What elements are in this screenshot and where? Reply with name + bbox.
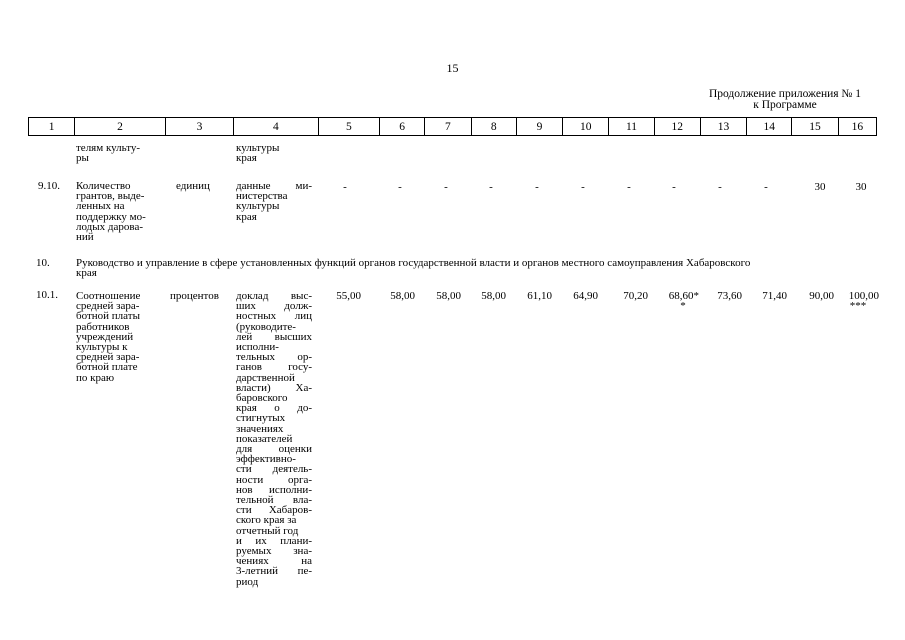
header-cell: 8 [471,118,516,136]
header-cell: 4 [234,118,318,136]
header-cell: 13 [700,118,746,136]
row-9-10-value: - [627,181,631,193]
row-9-10-value: - [444,181,448,193]
row-9-10-number: 9.10. [38,180,60,192]
row-9-10-value: - [581,181,585,193]
row-9-10-value: 30 [855,181,867,193]
row-10-1-value: 100,00 [848,290,879,302]
row-9-10-value: - [343,181,347,193]
header-cell: 15 [792,118,838,136]
header-cell: 6 [380,118,425,136]
row-10-number: 10. [36,257,50,269]
row-10-1-value: 61,10 [527,290,552,302]
row-10-1-value: 73,60 [717,290,742,302]
header-cell: 1 [29,118,75,136]
row-9-10-value: - [535,181,539,193]
row-10-1-source: доклад выс- ших долж- ностных лиц (руководите- лей высших исполни- тельных ор- ганов госу- дарственной власти) Ха- баровского края о до- стигнутых значениях показателей для оценки эффективно- сти деятель- ности орга- нов исполни- тельной вла- сти Хабаров- ского края за отчетный год и их плани- руемых зна- чениях на 3-летний пе- риод [236,290,312,588]
row-10-1-value: 68,60* [668,290,699,302]
row-10-1-value: 55,00 [336,290,361,302]
header-cell: 10 [563,118,609,136]
row-10-1-value: 70,20 [623,290,648,302]
row-9-10-value: - [489,181,493,193]
row-9-10-unit: единиц [176,180,210,192]
page-number: 15 [446,61,459,75]
header-cell: 14 [747,118,792,136]
header-cell: 11 [609,118,654,136]
row-10-1-value: 58,00 [390,290,415,302]
row-10-1-name: Соотношение средней зара- ботной платы работников учреждений культуры к средней зара- ботной плате по краю [76,290,141,384]
row-10-1-value: 90,00 [809,290,834,302]
prev-row-source: культуры края [236,142,280,165]
header-cell: 2 [75,118,166,136]
header-cell: 16 [838,118,876,136]
footnote-mark-col12: * [680,300,686,312]
continuation-line-1: Продолжение приложения № 1 [708,88,862,100]
header-table [28,117,877,136]
row-10-1-value: 58,00 [436,290,461,302]
header-row [29,118,877,136]
row-10-1-number: 10.1. [36,289,58,301]
row-9-10-value: - [672,181,676,193]
prev-row-name: телям культу- ры [76,142,141,165]
row-10-1-value: 58,00 [481,290,506,302]
row-9-10-value: - [764,181,768,193]
row-9-10-source: данные ми- нистерства культуры края [236,180,312,223]
row-10-heading: Руководство и управление в сфере установленных функций органов государственной власти и органов местного самоуправления Хабаровского края [76,257,751,280]
header-cell: 5 [318,118,379,136]
footnote-mark-col16: *** [849,300,867,312]
continuation-note [690,89,880,111]
row-9-10-value: - [398,181,402,193]
continuation-line-2: к Программе [753,99,817,111]
row-10-1-value: 71,40 [762,290,787,302]
header-cell: 3 [165,118,233,136]
row-9-10-name: Количество грантов, выде- ленных на поддержку мо- лодых дарова- ний [76,180,146,244]
row-10-1-value: 64,90 [573,290,598,302]
header-cell: 12 [654,118,700,136]
row-9-10-value: - [718,181,722,193]
header-cell: 9 [516,118,562,136]
row-10-1-unit: процентов [170,290,219,302]
row-9-10-value: 30 [814,181,826,193]
header-cell: 7 [425,118,471,136]
